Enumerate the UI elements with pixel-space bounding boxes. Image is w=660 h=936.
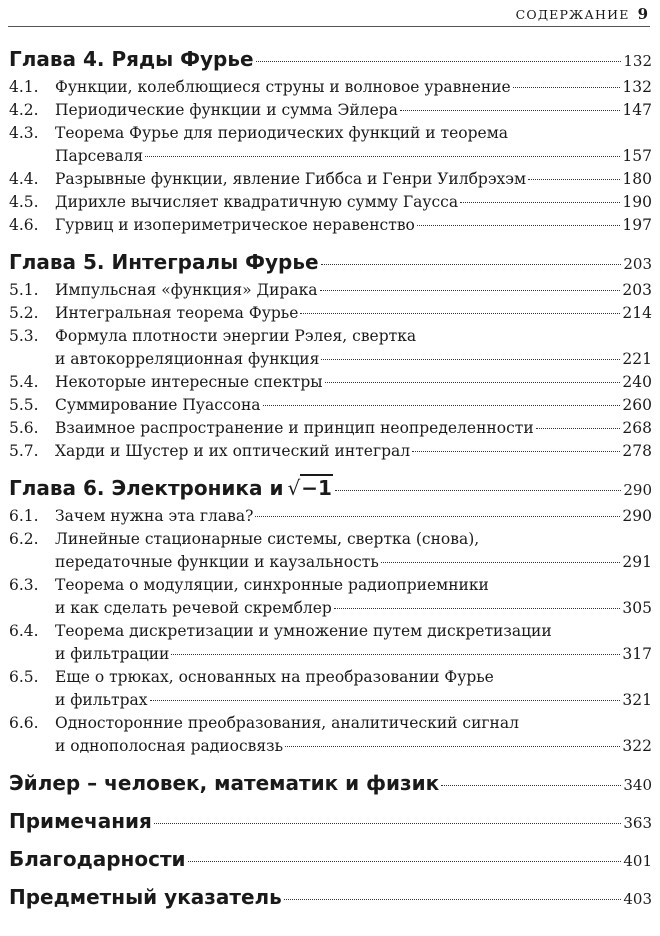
section-page-number: 321 (622, 691, 652, 709)
section-title: и фильтрации (55, 645, 170, 663)
section-number: 4.6. (9, 216, 39, 234)
toc-section-line (9, 689, 652, 712)
toc-chapter-entry[interactable] (9, 247, 652, 279)
section-title: Гурвиц и изопериметрическое неравенство (55, 216, 415, 234)
section-page-number: 221 (622, 350, 652, 368)
section-number: 6.1. (9, 507, 39, 525)
dot-leader (321, 264, 622, 265)
section-number: 5.5. (9, 396, 39, 414)
section-number: 5.3. (9, 327, 39, 345)
section-title: Импульсная «функция» Дирака (55, 281, 318, 299)
section-number: 4.1. (9, 78, 39, 96)
dot-leader (171, 654, 620, 655)
section-number: 5.2. (9, 304, 39, 322)
dot-leader (441, 785, 621, 786)
dot-leader (256, 61, 622, 62)
toc-chapter (9, 768, 652, 800)
section-title: и однополосная радиосвязь (55, 737, 284, 755)
toc-section[interactable] (9, 528, 652, 574)
toc-section-line (9, 551, 652, 574)
toc-section[interactable] (9, 191, 652, 214)
running-head (0, 5, 648, 23)
section-title: Функции, колеблющиеся струны и волновое уравнение (55, 78, 511, 96)
section-title: Зачем нужна эта глава? (55, 507, 254, 525)
section-page-number: 268 (622, 419, 652, 437)
dot-leader (255, 516, 620, 517)
toc-section-line (9, 712, 652, 735)
section-title: передаточные функции и каузальность (55, 553, 379, 571)
section-number: 5.4. (9, 373, 39, 391)
dot-leader (263, 405, 621, 406)
section-page-number: 132 (622, 78, 652, 96)
toc-section-line (9, 325, 652, 348)
sqrt-radical: √ (287, 476, 301, 500)
toc-section-line (9, 505, 652, 528)
sqrt-argument: −1 (301, 476, 332, 500)
dot-leader (320, 290, 621, 291)
dot-leader (188, 861, 622, 862)
dot-leader (154, 823, 621, 824)
section-title: Теорема о модуляции, синхронные радиоприемники (55, 576, 489, 594)
section-page-number: 260 (622, 396, 652, 414)
chapter-title: Эйлер – человек, математик и физик (9, 771, 440, 795)
toc-section[interactable] (9, 620, 652, 666)
section-title: Теорема дискретизации и умножение путем дискретизации (55, 622, 552, 640)
dot-leader (150, 700, 621, 701)
toc-chapter (9, 44, 652, 76)
toc-section-line (9, 620, 652, 643)
dot-leader (325, 382, 621, 383)
toc-chapter (9, 844, 652, 876)
chapter-page-number: 203 (623, 255, 652, 273)
section-page-number: 147 (622, 101, 652, 119)
section-number: 4.3. (9, 124, 39, 142)
chapter-title: Глава 5. Интегралы Фурье (9, 250, 319, 274)
dot-leader (528, 179, 620, 180)
toc-section-line (9, 214, 652, 237)
toc-section[interactable] (9, 168, 652, 191)
section-title: Парсеваля (55, 147, 144, 165)
section-title: Теорема Фурье для периодических функций и теорема (55, 124, 509, 142)
toc-chapter-entry[interactable] (9, 44, 652, 76)
section-page-number: 305 (622, 599, 652, 617)
section-number: 4.5. (9, 193, 39, 211)
toc-section[interactable] (9, 712, 652, 758)
chapter-page-number: 363 (623, 814, 652, 832)
toc-section-line (9, 643, 652, 666)
section-title: Периодические функции и сумма Эйлера (55, 101, 398, 119)
chapter-title: Предметный указатель (9, 885, 282, 909)
section-title: Формула плотности энергии Рэлея, свертка (55, 327, 417, 345)
section-page-number: 317 (622, 645, 652, 663)
section-title: Взаимное распространение и принцип неопределенности (55, 419, 534, 437)
section-number: 5.7. (9, 442, 39, 460)
toc-section-line (9, 168, 652, 191)
section-title: Дирихле вычисляет квадратичную сумму Гаусса (55, 193, 459, 211)
section-page-number: 291 (622, 553, 652, 571)
toc-section-line (9, 99, 652, 122)
section-number: 5.1. (9, 281, 39, 299)
toc-section[interactable] (9, 417, 652, 440)
section-title: Суммирование Пуассона (55, 396, 261, 414)
page-number: 9 (637, 5, 648, 23)
section-title: Разрывные функции, явление Гиббса и Генри Уилбрэхэм (55, 170, 527, 188)
toc-section-line (9, 371, 652, 394)
toc-section[interactable] (9, 394, 652, 417)
toc-chapter-entry[interactable] (9, 882, 652, 914)
section-title: и фильтрах (55, 691, 148, 709)
section-number: 6.4. (9, 622, 39, 640)
toc-chapter (9, 247, 652, 279)
toc-section-line (9, 597, 652, 620)
section-number: 6.5. (9, 668, 39, 686)
chapter-page-number: 401 (623, 852, 652, 870)
dot-leader (285, 746, 620, 747)
section-page-number: 180 (622, 170, 652, 188)
section-number: 6.3. (9, 576, 39, 594)
toc-section[interactable] (9, 76, 652, 99)
section-title: и автокорреляционная функция (55, 350, 320, 368)
chapter-page-number: 340 (623, 776, 652, 794)
toc-section-line (9, 279, 652, 302)
toc-section[interactable] (9, 666, 652, 712)
dot-leader (400, 110, 620, 111)
section-title: Харди и Шустер и их оптический интеграл (55, 442, 411, 460)
toc-section-line (9, 191, 652, 214)
toc-section-line (9, 666, 652, 689)
chapter-page-number: 132 (623, 52, 652, 70)
dot-leader (300, 313, 620, 314)
toc-section-line (9, 76, 652, 99)
toc-chapter (9, 882, 652, 914)
toc-chapter-entry[interactable] (9, 806, 652, 838)
toc-section-line (9, 122, 652, 145)
toc-section[interactable] (9, 99, 652, 122)
section-page-number: 322 (622, 737, 652, 755)
section-page-number: 197 (622, 216, 652, 234)
section-page-number: 203 (622, 281, 652, 299)
toc-section-line (9, 735, 652, 758)
chapter-page-number: 290 (623, 481, 652, 499)
toc-section-line (9, 528, 652, 551)
section-number: 4.2. (9, 101, 39, 119)
section-number: 6.2. (9, 530, 39, 548)
section-title: Некоторые интересные спектры (55, 373, 323, 391)
toc-section-line (9, 348, 652, 371)
section-page-number: 190 (622, 193, 652, 211)
section-title: Линейные стационарные системы, свертка (снова), (55, 530, 480, 548)
toc-section-line (9, 394, 652, 417)
section-page-number: 214 (622, 304, 652, 322)
dot-leader (536, 428, 621, 429)
section-number: 5.6. (9, 419, 39, 437)
toc-chapter-entry[interactable] (9, 473, 652, 505)
toc-section-line (9, 417, 652, 440)
chapter-title: Примечания (9, 809, 152, 833)
running-title: СОДЕРЖАНИЕ (515, 7, 630, 22)
toc-chapter (9, 806, 652, 838)
toc-chapter-entry[interactable] (9, 768, 652, 800)
toc-section-line (9, 145, 652, 168)
section-title: Интегральная теорема Фурье (55, 304, 299, 322)
dot-leader (417, 225, 621, 226)
toc-section[interactable] (9, 574, 652, 620)
toc-section[interactable] (9, 440, 652, 463)
dot-leader (513, 87, 621, 88)
section-page-number: 278 (622, 442, 652, 460)
header-rule (8, 26, 650, 27)
toc-section[interactable] (9, 371, 652, 394)
toc-section-line (9, 574, 652, 597)
chapter-title: Глава 6. Электроника и √−1 (9, 473, 333, 503)
section-number: 6.6. (9, 714, 39, 732)
section-page-number: 240 (622, 373, 652, 391)
section-page-number: 290 (622, 507, 652, 525)
dot-leader (334, 608, 621, 609)
toc-section[interactable] (9, 279, 652, 302)
toc-section-line (9, 302, 652, 325)
section-title: и как сделать речевой скремблер (55, 599, 332, 617)
toc-chapter (9, 473, 652, 505)
dot-leader (321, 359, 620, 360)
dot-leader (284, 899, 622, 900)
toc-section[interactable] (9, 122, 652, 168)
dot-leader (381, 562, 621, 563)
table-of-contents (9, 44, 652, 914)
sqrt-expression (287, 473, 332, 503)
section-title: Односторонние преобразования, аналитический сигнал (55, 714, 519, 732)
toc-section-line (9, 440, 652, 463)
toc-section[interactable] (9, 325, 652, 371)
dot-leader (460, 202, 620, 203)
toc-chapter-entry[interactable] (9, 844, 652, 876)
dot-leader (412, 451, 620, 452)
dot-leader (335, 490, 621, 491)
toc-section[interactable] (9, 302, 652, 325)
toc-section[interactable] (9, 214, 652, 237)
chapter-title: Глава 4. Ряды Фурье (9, 47, 254, 71)
section-page-number: 157 (622, 147, 652, 165)
chapter-page-number: 403 (623, 890, 652, 908)
dot-leader (145, 156, 620, 157)
chapter-title: Благодарности (9, 847, 186, 871)
section-number: 4.4. (9, 170, 39, 188)
section-title: Еще о трюках, основанных на преобразовании Фурье (55, 668, 494, 686)
toc-section[interactable] (9, 505, 652, 528)
